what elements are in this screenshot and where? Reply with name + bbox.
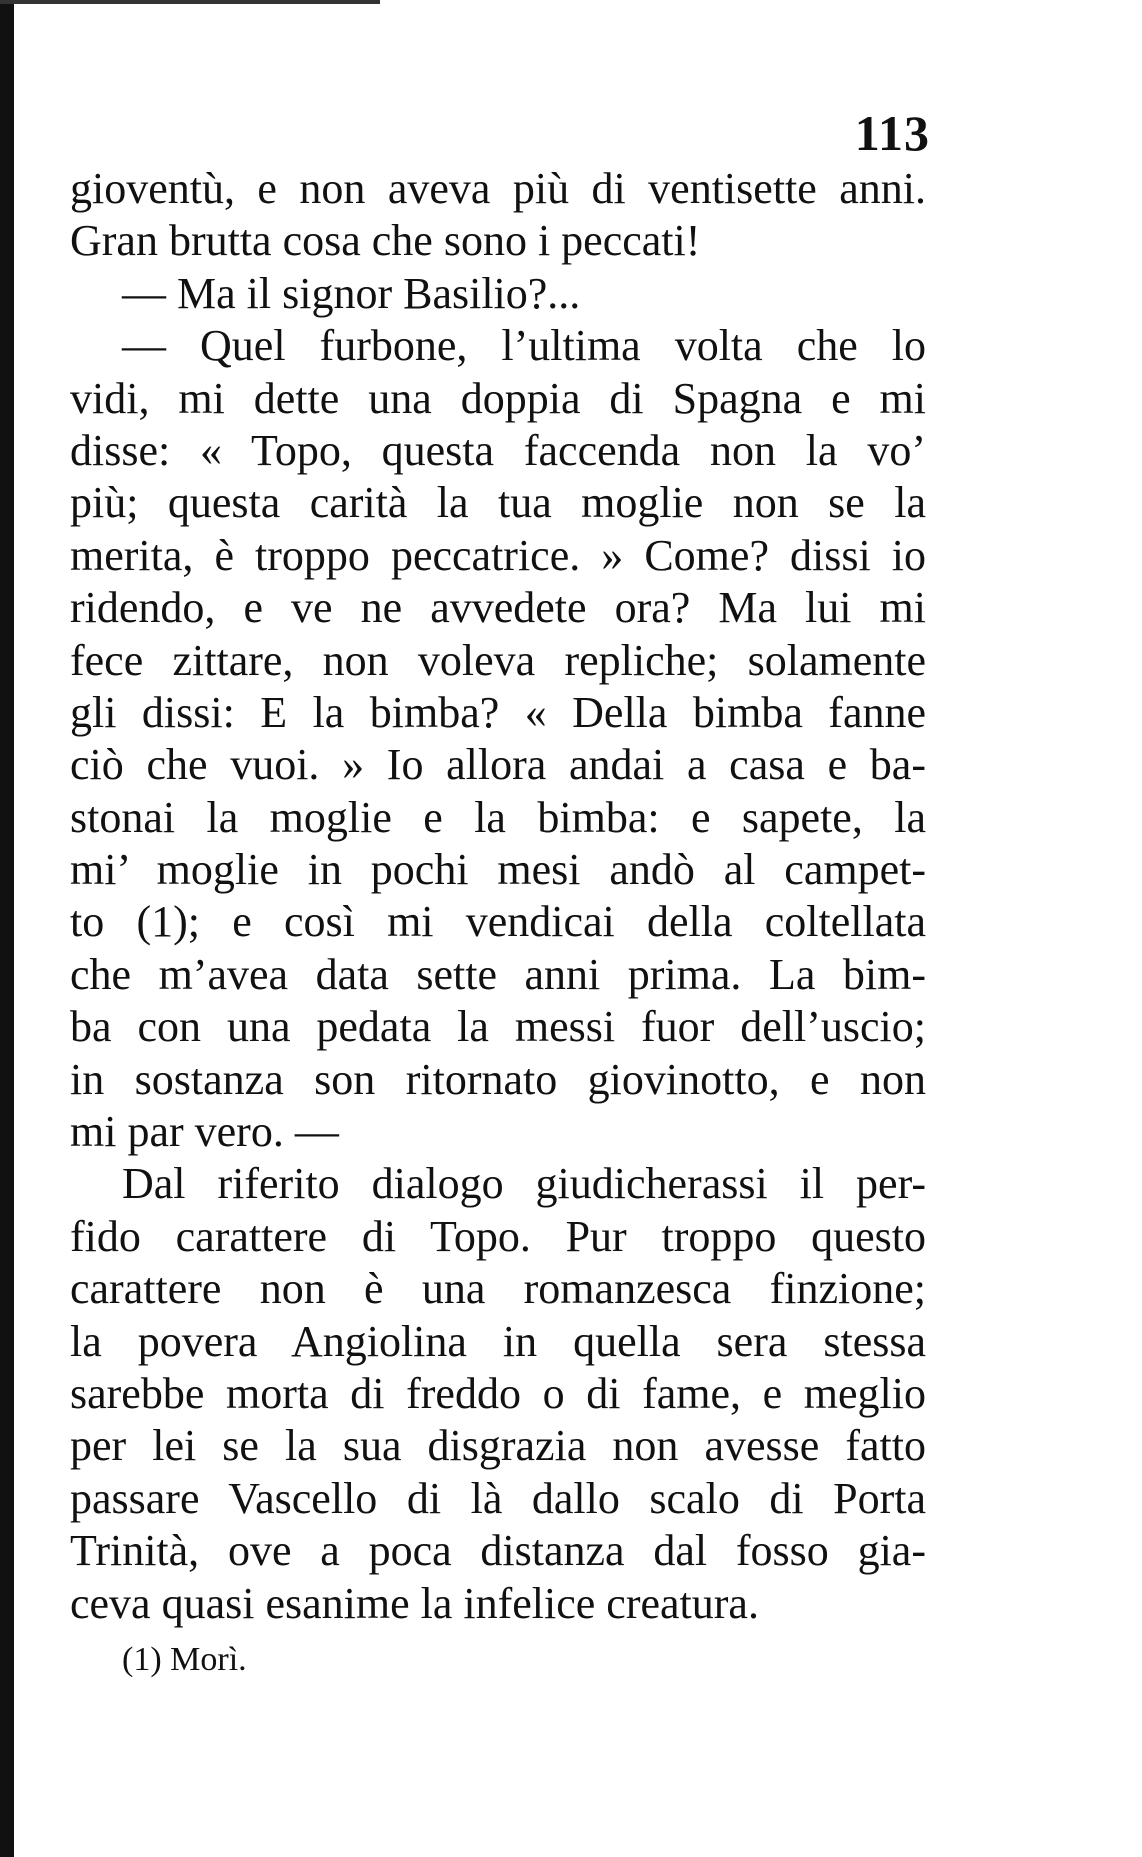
text-line: più; questa carità la tua moglie non se la — [70, 478, 926, 528]
text-line: gioventù, e non aveva più di ventisette anni. — [70, 164, 926, 213]
text-line: merita, è troppo peccatrice. » Come? dissi io — [70, 530, 926, 580]
text-line: ciò che vuoi. » Io allora andai a casa e ba- — [70, 740, 926, 790]
text-line: — Ma il signor Basilio?... — [122, 268, 581, 318]
text-line: gli dissi: E la bimba? « Della bimba fanne — [70, 687, 926, 737]
text-line: ridendo, e ve ne avvedete ora? Ma lui mi — [70, 583, 926, 633]
text-line: ceva quasi esanime la infelice creatura. — [70, 1578, 759, 1628]
text-line: sarebbe morta di freddo o di fame, e meglio — [70, 1368, 926, 1418]
text-line: in sostanza son ritornato giovinotto, e non — [70, 1054, 926, 1104]
text-line: Gran brutta cosa che sono i peccati! — [70, 216, 701, 266]
text-line: la povera Angiolina in quella sera stessa — [70, 1316, 926, 1366]
page-left-edge — [0, 0, 14, 1857]
text-line: che m’avea data sette anni prima. La bim- — [70, 949, 926, 999]
text-line: mi par vero. — — [70, 1107, 339, 1157]
text-line: fido carattere di Topo. Pur troppo questo — [70, 1211, 926, 1261]
text-line: mi’ moglie in pochi mesi andò al campet- — [70, 845, 926, 895]
text-line: stonai la moglie e la bimba: e sapete, la — [70, 792, 926, 842]
text-line: passare Vascello di là dallo scalo di Porta — [70, 1473, 926, 1523]
body-text — [70, 163, 926, 1630]
text-line: — Quel furbone, l’ultima volta che lo — [122, 321, 926, 371]
page-top-edge — [0, 0, 380, 4]
page-number: 113 — [854, 105, 930, 161]
footnote: (1) Morì. — [122, 1641, 247, 1678]
text-line: to (1); e così mi vendicai della coltellata — [70, 897, 926, 947]
text-line: vidi, mi dette una doppia di Spagna e mi — [70, 373, 926, 423]
text-line: disse: « Topo, questa faccenda non la vo’ — [70, 425, 926, 475]
text-line: fece zittare, non voleva repliche; solamente — [70, 635, 926, 685]
text-line: carattere non è una romanzesca finzione; — [70, 1264, 926, 1314]
text-line: ba con una pedata la messi fuor dell’uscio; — [70, 1002, 926, 1052]
text-line: Dal riferito dialogo giudicherassi il per- — [122, 1159, 926, 1209]
text-line: per lei se la sua disgrazia non avesse fatto — [70, 1421, 926, 1471]
text-line: Trinità, ove a poca distanza dal fosso gia- — [70, 1526, 926, 1576]
